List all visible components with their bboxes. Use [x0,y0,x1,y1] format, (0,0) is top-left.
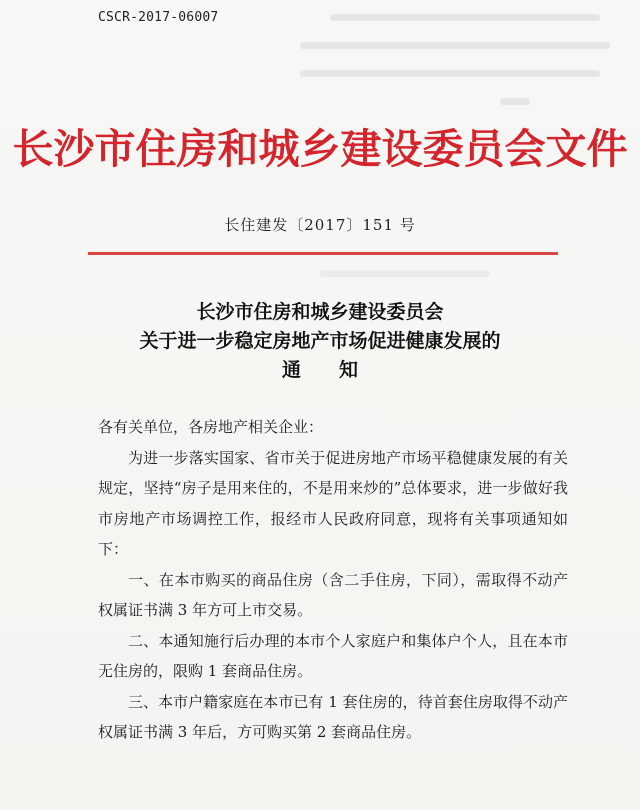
bleed-through-mark [0,14,640,24]
red-separator-rule [88,252,558,255]
notice-title [0,298,640,385]
notice-body [98,412,568,748]
bleed-through-mark [0,98,640,108]
bleed-through-mark [0,270,640,280]
title-line-3: 通 知 [281,359,358,381]
title-line-2: 关于进一步稳定房地产市场促进健康发展的 [139,330,501,352]
bleed-through-mark [0,70,640,80]
document-code: CSCR-2017-06007 [98,10,219,25]
salutation: 各有关单位，各房地产相关企业： [98,418,324,436]
paragraph-item-3: 三、本市户籍家庭在本市已有 1 套住房的，待首套住房取得不动产权属证书满 3 年后，方可购买第 2 套商品住房。 [98,692,568,741]
bleed-through-mark [0,42,640,52]
paragraph-item-2: 二、本通知施行后办理的本市个人家庭户和集体户个人，且在本市无住房的，限购 1 套商品住房。 [98,631,568,680]
issuer-header: 长沙市住房和城乡建设委员会文件 [12,125,628,173]
paragraph-item-1: 一、在本市购买的商品住房（含二手住房，下同），需取得不动产权属证书满 3 年方可上市交易。 [98,570,568,619]
paragraph-intro: 为进一步落实国家、省市关于促进房地产市场平稳健康发展的有关规定，坚持“房子是用来住的，不是用来炒的”总体要求，进一步做好我市房地产市场调控工作，报经市人民政府同意，现将有关事项通知如下： [98,448,568,558]
title-line-1: 长沙市住房和城乡建设委员会 [196,301,444,323]
document-number: 长住建发〔2017〕151 号 [224,216,416,234]
